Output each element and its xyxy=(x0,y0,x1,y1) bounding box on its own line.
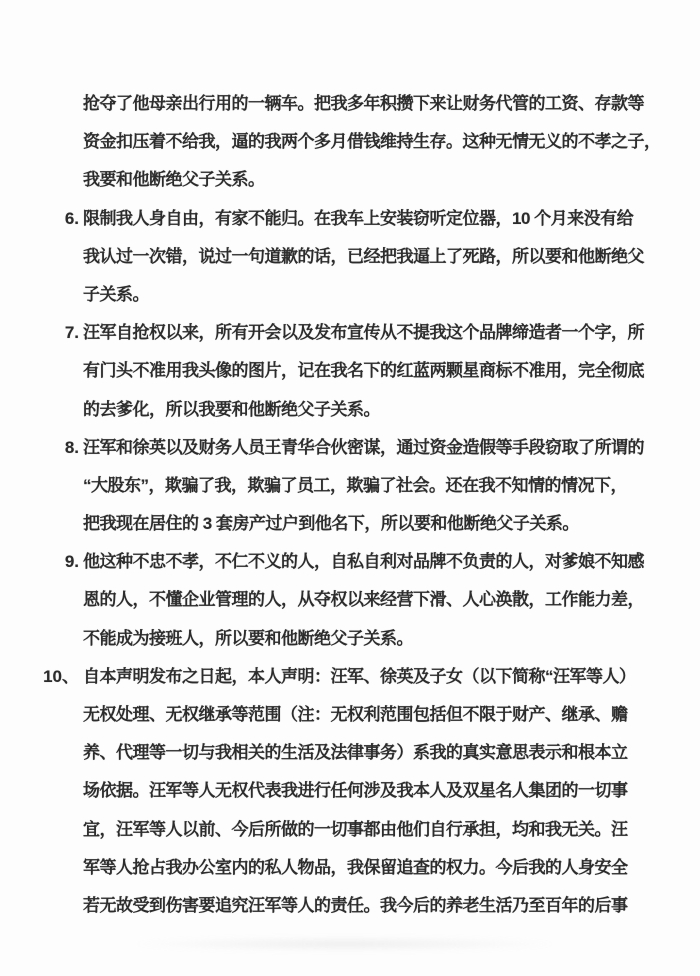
text-line: 限制我人身自由，有家不能归。在我车上安装窃听定位器，10 个月来没有给 xyxy=(83,208,634,228)
text-line: 抢夺了他母亲出行用的一辆车。把我多年积攒下来让财务代管的工资、存款等 xyxy=(83,94,644,113)
statement-body xyxy=(0,85,700,925)
list-item-10 xyxy=(0,658,700,925)
text-line: 有门头不准用我头像的图片，记在我名下的红蓝两颗星商标不准用，完全彻底 xyxy=(83,361,644,381)
list-number: 9. xyxy=(64,552,79,572)
text-line: 恩的人，不懂企业管理的人，从夺权以来经营下滑、人心涣散，工作能力差， xyxy=(83,590,644,610)
text-line: 他这种不忠不孝，不仁不义的人，自私自利对品牌不负责的人，对爹娘不知感 xyxy=(83,552,644,572)
list-number: 7. xyxy=(64,323,79,343)
text-line: 无权处理、无权继承等范围（注：无权利范围包括但不限于财产、继承、赡 xyxy=(83,705,628,724)
text-line: 宜，汪军等人以前、今后所做的一切事都由他们自行承担，均和我无关。汪 xyxy=(83,819,628,839)
text-line: 场依据。汪军等人无权代表我进行任何涉及我本人及双星名人集团的一切事 xyxy=(83,781,628,801)
text-line: 我要和他断绝父子关系。 xyxy=(83,170,265,190)
list-item-8 xyxy=(0,429,700,544)
text-line: 我认过一次错，说过一句道歉的话，已经把我逼上了死路，所以要和他断绝父 xyxy=(83,246,644,266)
list-item-7 xyxy=(0,314,700,429)
text-line: 子关系。 xyxy=(83,284,149,304)
list-item-9 xyxy=(0,543,700,658)
text-line: 自本声明发布之日起，本人声明：汪军、徐英及子女（以下简称“汪军等人） xyxy=(83,666,636,686)
text-line: 的去爹化，所以我要和他断绝父子关系。 xyxy=(83,399,380,419)
list-item-6 xyxy=(0,200,700,315)
text-line: 不能成为接班人，所以要和他断绝父子关系。 xyxy=(83,628,413,648)
paragraph-continuation xyxy=(0,85,700,200)
text-line: “大股东”，欺骗了我，欺骗了员工，欺骗了社会。还在我不知情的情况下， xyxy=(83,475,627,495)
scan-artifact xyxy=(130,936,560,952)
text-line: 资金扣压着不给我，逼的我两个多月借钱维持生存。这种无情无义的不孝之子， xyxy=(83,132,661,152)
text-line: 把我现在居住的 3 套房产过户到他名下，所以要和他断绝父子关系。 xyxy=(83,514,579,534)
text-line: 军等人抢占我办公室内的私人物品，我保留追查的权力。今后我的人身安全 xyxy=(83,857,628,877)
list-number: 10、 xyxy=(43,666,79,686)
text-line: 汪军自抢权以来，所有开会以及发布宣传从不提我这个品牌缔造者一个字，所 xyxy=(83,323,644,343)
text-line: 汪军和徐英以及财务人员王青华合伙密谋，通过资金造假等手段窃取了所谓的 xyxy=(83,437,644,457)
text-line: 若无故受到伤害要追究汪军等人的责任。我今后的养老生活乃至百年的后事 xyxy=(83,895,628,915)
list-number: 8. xyxy=(64,437,79,457)
list-number: 6. xyxy=(64,208,79,228)
text-line: 养、代理等一切与我相关的生活及法律事务）系我的真实意思表示和根本立 xyxy=(83,743,628,763)
